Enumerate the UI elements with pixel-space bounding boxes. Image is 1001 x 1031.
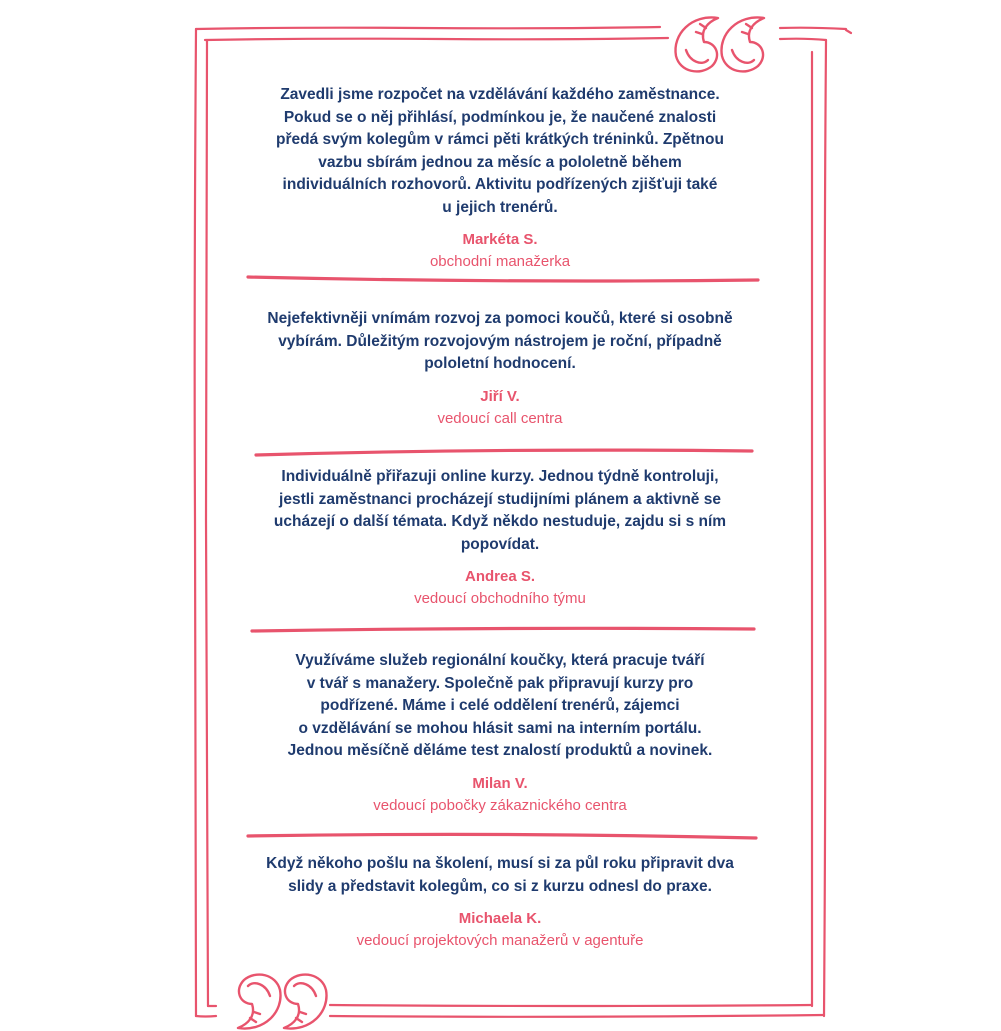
testimonial-5 — [240, 853, 760, 951]
testimonial-text: Nejefektivněji vnímám rozvoj za pomoci koučů, které si osobně vybírám. Důležitým rozvojovým nástrojem je roční, případně pololetní hodnocení. — [267, 310, 733, 372]
author-role: obchodní manažerka — [429, 253, 571, 270]
testimonial-text: Když někoho pošlu na školení, musí si za půl roku připravit dva slidy a představit kolegům, co si z kurzu odnesl do praxe. — [266, 855, 734, 895]
author-name: Andrea S. — [464, 568, 536, 585]
author-name: Michaela K. — [458, 910, 542, 927]
author-role: vedoucí obchodního týmu — [414, 590, 586, 607]
author-name: Markéta S. — [462, 231, 538, 248]
author-role: vedoucí call centra — [437, 409, 563, 427]
divider-2 — [256, 450, 752, 455]
testimonial-text: Zavedli jsme rozpočet na vzdělávání každého zaměstnance. Pokud se o něj přihlásí, podmínkou je, že naučené znalosti předá svým kolegům v rámci pěti krátkých tréninků. Zpětnou vazbu sbírám jednou za měsíc a pololetně během individuálních rozhovorů. Aktivitu podřízených zjišťuji také u jejich trenérů. — [276, 86, 724, 216]
open-quote-icon — [675, 17, 764, 71]
testimonial-2 — [240, 308, 760, 429]
divider-3 — [252, 628, 754, 631]
author-role: vedoucí pobočky zákaznického centra — [373, 796, 627, 814]
divider-4 — [248, 834, 756, 838]
testimonial-3 — [240, 466, 760, 609]
testimonial-text: Využíváme služeb regionální koučky, která pracuje tváří v tvář s manažery. Společně pak připravují kurzy pro podřízené. Máme i celé oddělení trenérů, zájemci o vzdělávání se mohou hlásit sami na interním portálu. Jednou měsíčně děláme test znalostí produktů a novinek. — [287, 652, 713, 759]
author-name: Milan V. — [472, 774, 528, 792]
divider-1 — [248, 277, 758, 281]
author-role: vedoucí projektových manažerů v agentuře — [356, 932, 644, 949]
close-quote-icon — [238, 975, 327, 1029]
testimonial-text: Individuálně přiřazuji online kurzy. Jednou týdně kontroluji, jestli zaměstnanci procházejí studijními plánem a aktivně se ucházejí o další témata. Když někdo nestuduje, zajdu si s ním popovídat. — [273, 468, 727, 553]
testimonial-1 — [240, 84, 760, 272]
testimonial-4 — [240, 650, 760, 816]
author-name: Jiří V. — [480, 387, 520, 405]
